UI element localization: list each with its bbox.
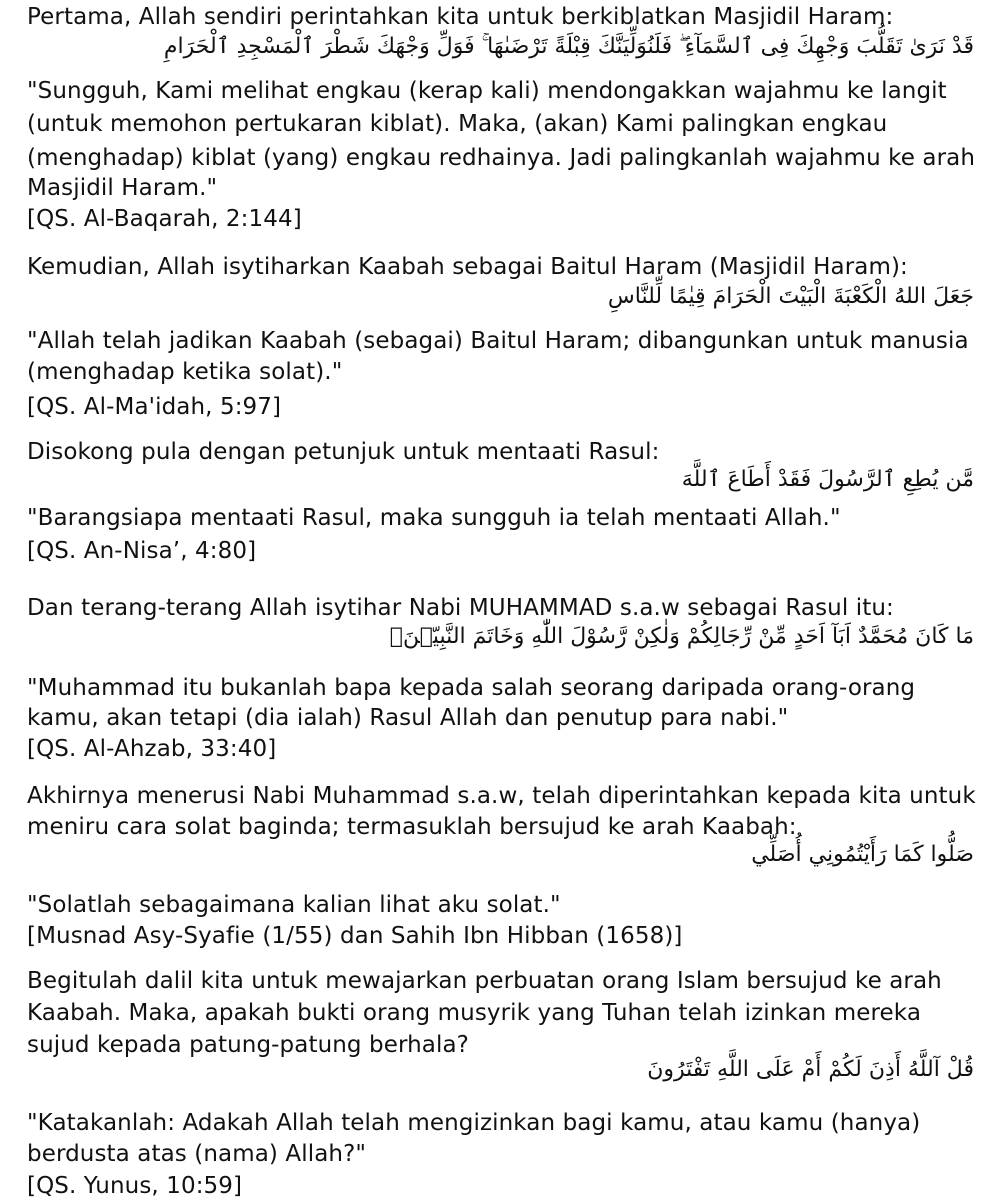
- translation-text: (menghadap ketika solat).": [27, 359, 343, 385]
- translation-text: kamu, akan tetapi (dia ialah) Rasul Allah dan penutup para nabi.": [27, 705, 789, 731]
- verse-reference: [Musnad Asy-Syafie (1/55) dan Sahih Ibn Hibban (1658)]: [27, 923, 683, 949]
- intro-text: Kaabah. Maka, apakah bukti orang musyrik yang Tuhan telah izinkan mereka: [27, 1000, 922, 1026]
- translation-text: Masjidil Haram.": [27, 175, 218, 201]
- translation-text: (untuk memohon pertukaran kiblat). Maka, (akan) Kami palingkan engkau: [27, 111, 888, 137]
- intro-text: Akhirnya menerusi Nabi Muhammad s.a.w, telah diperintahkan kepada kita untuk: [27, 783, 976, 809]
- translation-text: "Allah telah jadikan Kaabah (sebagai) Baitul Haram; dibangunkan untuk manusia: [27, 328, 969, 354]
- verse-reference: [QS. Yunus, 10:59]: [27, 1173, 243, 1199]
- intro-text: Begitulah dalil kita untuk mewajarkan perbuatan orang Islam bersujud ke arah: [27, 968, 942, 994]
- translation-text: "Barangsiapa mentaati Rasul, maka sungguh ia telah mentaati Allah.": [27, 505, 841, 531]
- translation-text: "Sungguh, Kami melihat engkau (kerap kali) mendongakkan wajahmu ke langit: [27, 78, 947, 104]
- arabic-verse: جَعَلَ اللهُ الْكَعْبَةَ الْبَيْتَ الْحَرَامَ قِيٰمًا لِّلنَّاسِ: [607, 284, 974, 309]
- intro-text: Disokong pula dengan petunjuk untuk mentaati Rasul:: [27, 439, 660, 465]
- verse-reference: [QS. Al-Ahzab, 33:40]: [27, 736, 277, 762]
- arabic-verse: قَدْ نَرَىٰ تَقَلُّبَ وَجْهِكَ فِى ٱلسَّمَآءِ ۖ فَلَنُوَلِّيَنَّكَ قِبْلَةً تَرْضَىٰهَا ۚ فَوَلِّ وَجْهَكَ شَطْرَ ٱلْمَسْجِدِ ٱلْحَرَامِ: [163, 34, 974, 59]
- intro-text: Pertama, Allah sendiri perintahkan kita untuk berkiblatkan Masjidil Haram:: [27, 4, 894, 30]
- arabic-verse: مَّن يُطِعِ ٱلرَّسُولَ فَقَدْ أَطَاعَ ٱللَّهَ: [681, 467, 974, 492]
- arabic-verse: مَا كَانَ مُحَمَّدٌ اَبَآ اَحَدٍ مِّنْ رِّجَالِكُمْ وَلٰكِنْ رَّسُوْلَ اللّٰهِ وَخَاتَمَ النَّبِيّٖنَۗ: [389, 624, 974, 649]
- translation-text: berdusta atas (nama) Allah?": [27, 1141, 367, 1167]
- intro-text: sujud kepada patung-patung berhala?: [27, 1032, 469, 1058]
- translation-text: (menghadap) kiblat (yang) engkau redhainya. Jadi palingkanlah wajahmu ke arah: [27, 145, 976, 171]
- verse-reference: [QS. An-Nisa’, 4:80]: [27, 538, 257, 564]
- intro-text: Kemudian, Allah isytiharkan Kaabah sebagai Baitul Haram (Masjidil Haram):: [27, 254, 908, 280]
- intro-text: meniru cara solat baginda; termasuklah bersujud ke arah Kaabah:: [27, 814, 797, 840]
- translation-text: "Muhammad itu bukanlah bapa kepada salah seorang daripada orang-orang: [27, 675, 916, 701]
- verse-reference: [QS. Al-Baqarah, 2:144]: [27, 206, 302, 232]
- arabic-verse: صَلُّوا كَمَا رَأَيْتُمُونِي أُصَلِّي: [751, 842, 974, 867]
- translation-text: "Katakanlah: Adakah Allah telah mengizinkan bagi kamu, atau kamu (hanya): [27, 1110, 921, 1136]
- intro-text: Dan terang-terang Allah isytihar Nabi MUHAMMAD s.a.w sebagai Rasul itu:: [27, 595, 894, 621]
- arabic-verse: قُلْ آللَّهُ أَذِنَ لَكُمْ أَمْ عَلَى اللَّهِ تَفْتَرُونَ: [647, 1057, 974, 1082]
- verse-reference: [QS. Al-Ma'idah, 5:97]: [27, 394, 282, 420]
- translation-text: "Solatlah sebagaimana kalian lihat aku solat.": [27, 892, 561, 918]
